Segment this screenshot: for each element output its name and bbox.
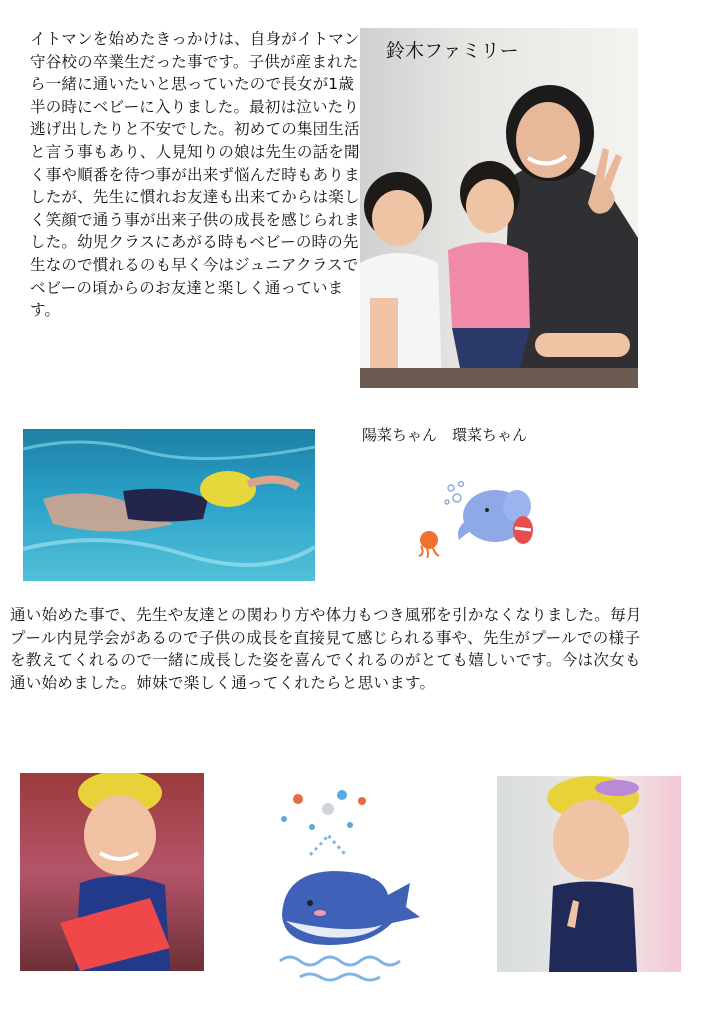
family-photo-image xyxy=(360,28,638,388)
pool-photo-right-image xyxy=(497,776,681,972)
pool-photo-right xyxy=(497,776,681,972)
elephant-illustration xyxy=(415,478,555,558)
elephant-icon xyxy=(415,478,555,558)
experience-paragraph: 通い始めた事で、先生や友達との関わり方や体力もつき風邪を引かなくなりました。毎月プール内見学会があるので子供の成長を直接見て感じられる事や、先生がプールでの様子を教えてくれるので一緒に成長した姿を喜んでくれるのがとても嬉しいです。今は次女も通い始めました。姉妹で楽しく通ってくれたらと思います。 xyxy=(10,606,642,692)
family-photo xyxy=(360,28,638,388)
swimming-photo-image xyxy=(23,429,315,581)
pool-photo-left xyxy=(20,773,204,971)
whale-illustration xyxy=(270,785,430,985)
swimming-photo xyxy=(23,429,315,581)
family-label: 鈴木ファミリー xyxy=(386,40,519,62)
children-names: 陽菜ちゃん 環菜ちゃん xyxy=(362,426,528,444)
pool-photo-left-image xyxy=(20,773,204,971)
intro-paragraph: イトマンを始めたきっかけは、自身がイトマン守谷校の卒業生だった事です。子供が産まれたら一緒に通いたいと思っていたので長女が1歳半の時にベビーに入りました。最初は泣いたり逃げ出したりと不安でした。初めての集団生活と言う事もあり、人見知りの娘は先生の話を聞く事や順番を待つ事が出来ず悩んだ時もありましたが、先生に慣れお友達も出来てからは楽しく笑顔で通う事が出来子供の成長を感じられました。幼児クラスにあがる時もベビーの時の先生なので慣れるのも早く今はジュニアクラスでベビーの頃からのお友達と楽しく通っています。 xyxy=(30,30,360,320)
whale-icon xyxy=(270,785,430,985)
